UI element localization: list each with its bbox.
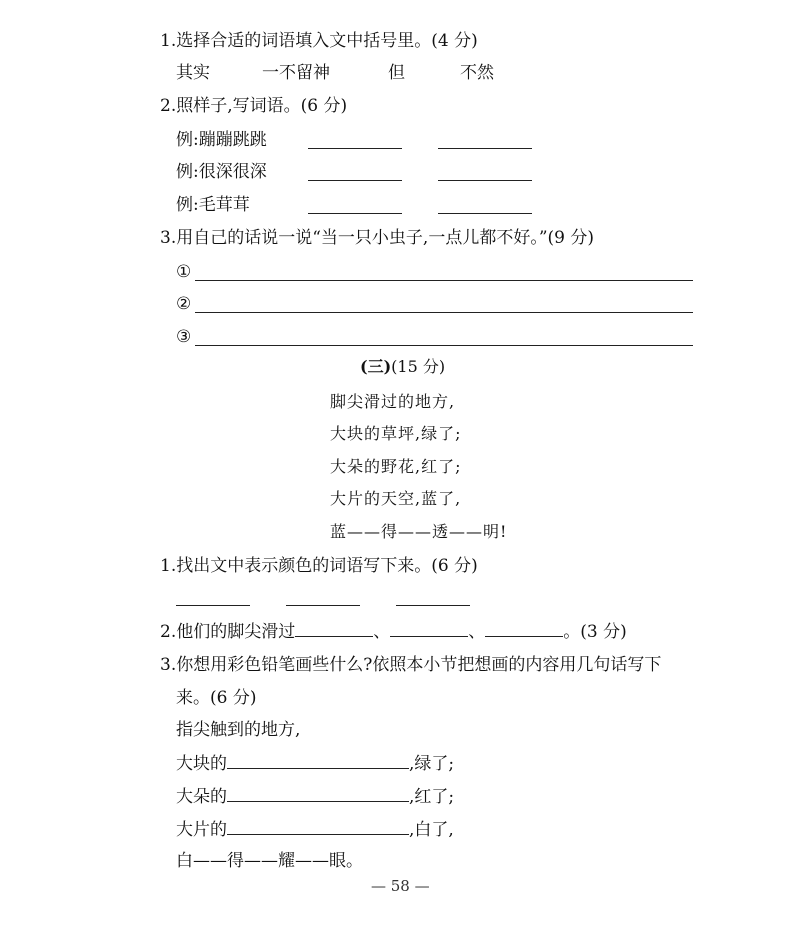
section3-question-3-line-2: 来。(6 分) <box>176 688 257 708</box>
question-2-prefix: 2.他们的脚尖滑过 <box>160 622 296 642</box>
section3-question-1-prompt: 1.找出文中表示颜色的词语写下来。(6 分) <box>160 556 478 576</box>
answer-blank[interactable] <box>295 620 373 637</box>
answer-blank[interactable] <box>438 148 532 149</box>
section3-question-2 <box>160 620 627 643</box>
writing-row-1 <box>176 752 454 775</box>
row-suffix: ,绿了; <box>409 754 455 774</box>
circled-marker-2: ② <box>176 294 192 314</box>
row-prefix: 大朵的 <box>176 787 227 807</box>
section-title-score: (15 分) <box>391 357 446 376</box>
question-2-suffix: 。(3 分) <box>563 622 627 642</box>
poem-line-4: 大片的天空,蓝了, <box>330 489 462 508</box>
separator: 、 <box>468 622 486 642</box>
answer-blank[interactable] <box>286 605 360 606</box>
writing-ending-line: 白——得——耀——眼。 <box>176 851 363 871</box>
answer-blank[interactable] <box>176 605 250 606</box>
circled-marker-3: ③ <box>176 327 192 347</box>
answer-blank[interactable] <box>396 605 470 606</box>
writing-row-3 <box>176 818 454 841</box>
section-title-label: (三) <box>360 357 392 376</box>
row-suffix: ,白了, <box>409 820 454 840</box>
question-1-prompt: 1.选择合适的词语填入文中括号里。(4 分) <box>160 31 478 51</box>
answer-blank[interactable] <box>308 180 402 181</box>
answer-blank[interactable] <box>227 752 409 769</box>
answer-blank[interactable] <box>308 148 402 149</box>
question-3-prompt: 3.用自己的话说一说“当一只小虫子,一点儿都不好。”(9 分) <box>160 228 594 248</box>
row-prefix: 大块的 <box>176 754 227 774</box>
answer-blank[interactable] <box>438 180 532 181</box>
example-word-2: 例:很深很深 <box>176 162 267 182</box>
answer-line[interactable] <box>195 345 693 346</box>
word-option-3: 但 <box>388 63 405 83</box>
answer-blank[interactable] <box>308 213 402 214</box>
poem-line-1: 脚尖滑过的地方, <box>330 392 456 411</box>
page-number: — 58 — <box>371 877 430 895</box>
poem-line-3: 大朵的野花,红了; <box>330 457 462 476</box>
writing-row-2 <box>176 785 454 808</box>
word-option-2: 一不留神 <box>262 63 330 83</box>
row-prefix: 大片的 <box>176 820 227 840</box>
section-title <box>360 357 445 377</box>
example-word-1: 例:蹦蹦跳跳 <box>176 130 267 150</box>
answer-blank[interactable] <box>485 620 563 637</box>
question-2-prompt: 2.照样子,写词语。(6 分) <box>160 96 348 116</box>
example-word-3: 例:毛茸茸 <box>176 195 250 215</box>
answer-blank[interactable] <box>227 818 409 835</box>
answer-line[interactable] <box>195 312 693 313</box>
circled-marker-1: ① <box>176 262 192 282</box>
answer-blank[interactable] <box>390 620 468 637</box>
writing-intro-line: 指尖触到的地方, <box>176 720 301 740</box>
answer-blank[interactable] <box>438 213 532 214</box>
row-suffix: ,红了; <box>409 787 455 807</box>
section3-question-3-line-1: 3.你想用彩色铅笔画些什么?依照本小节把想画的内容用几句话写下 <box>160 655 662 675</box>
word-option-1: 其实 <box>176 63 210 83</box>
answer-blank[interactable] <box>227 785 409 802</box>
answer-line[interactable] <box>195 280 693 281</box>
separator: 、 <box>373 622 391 642</box>
poem-line-5: 蓝——得——透——明! <box>330 522 508 541</box>
poem-line-2: 大块的草坪,绿了; <box>330 424 462 443</box>
word-option-4: 不然 <box>460 63 494 83</box>
